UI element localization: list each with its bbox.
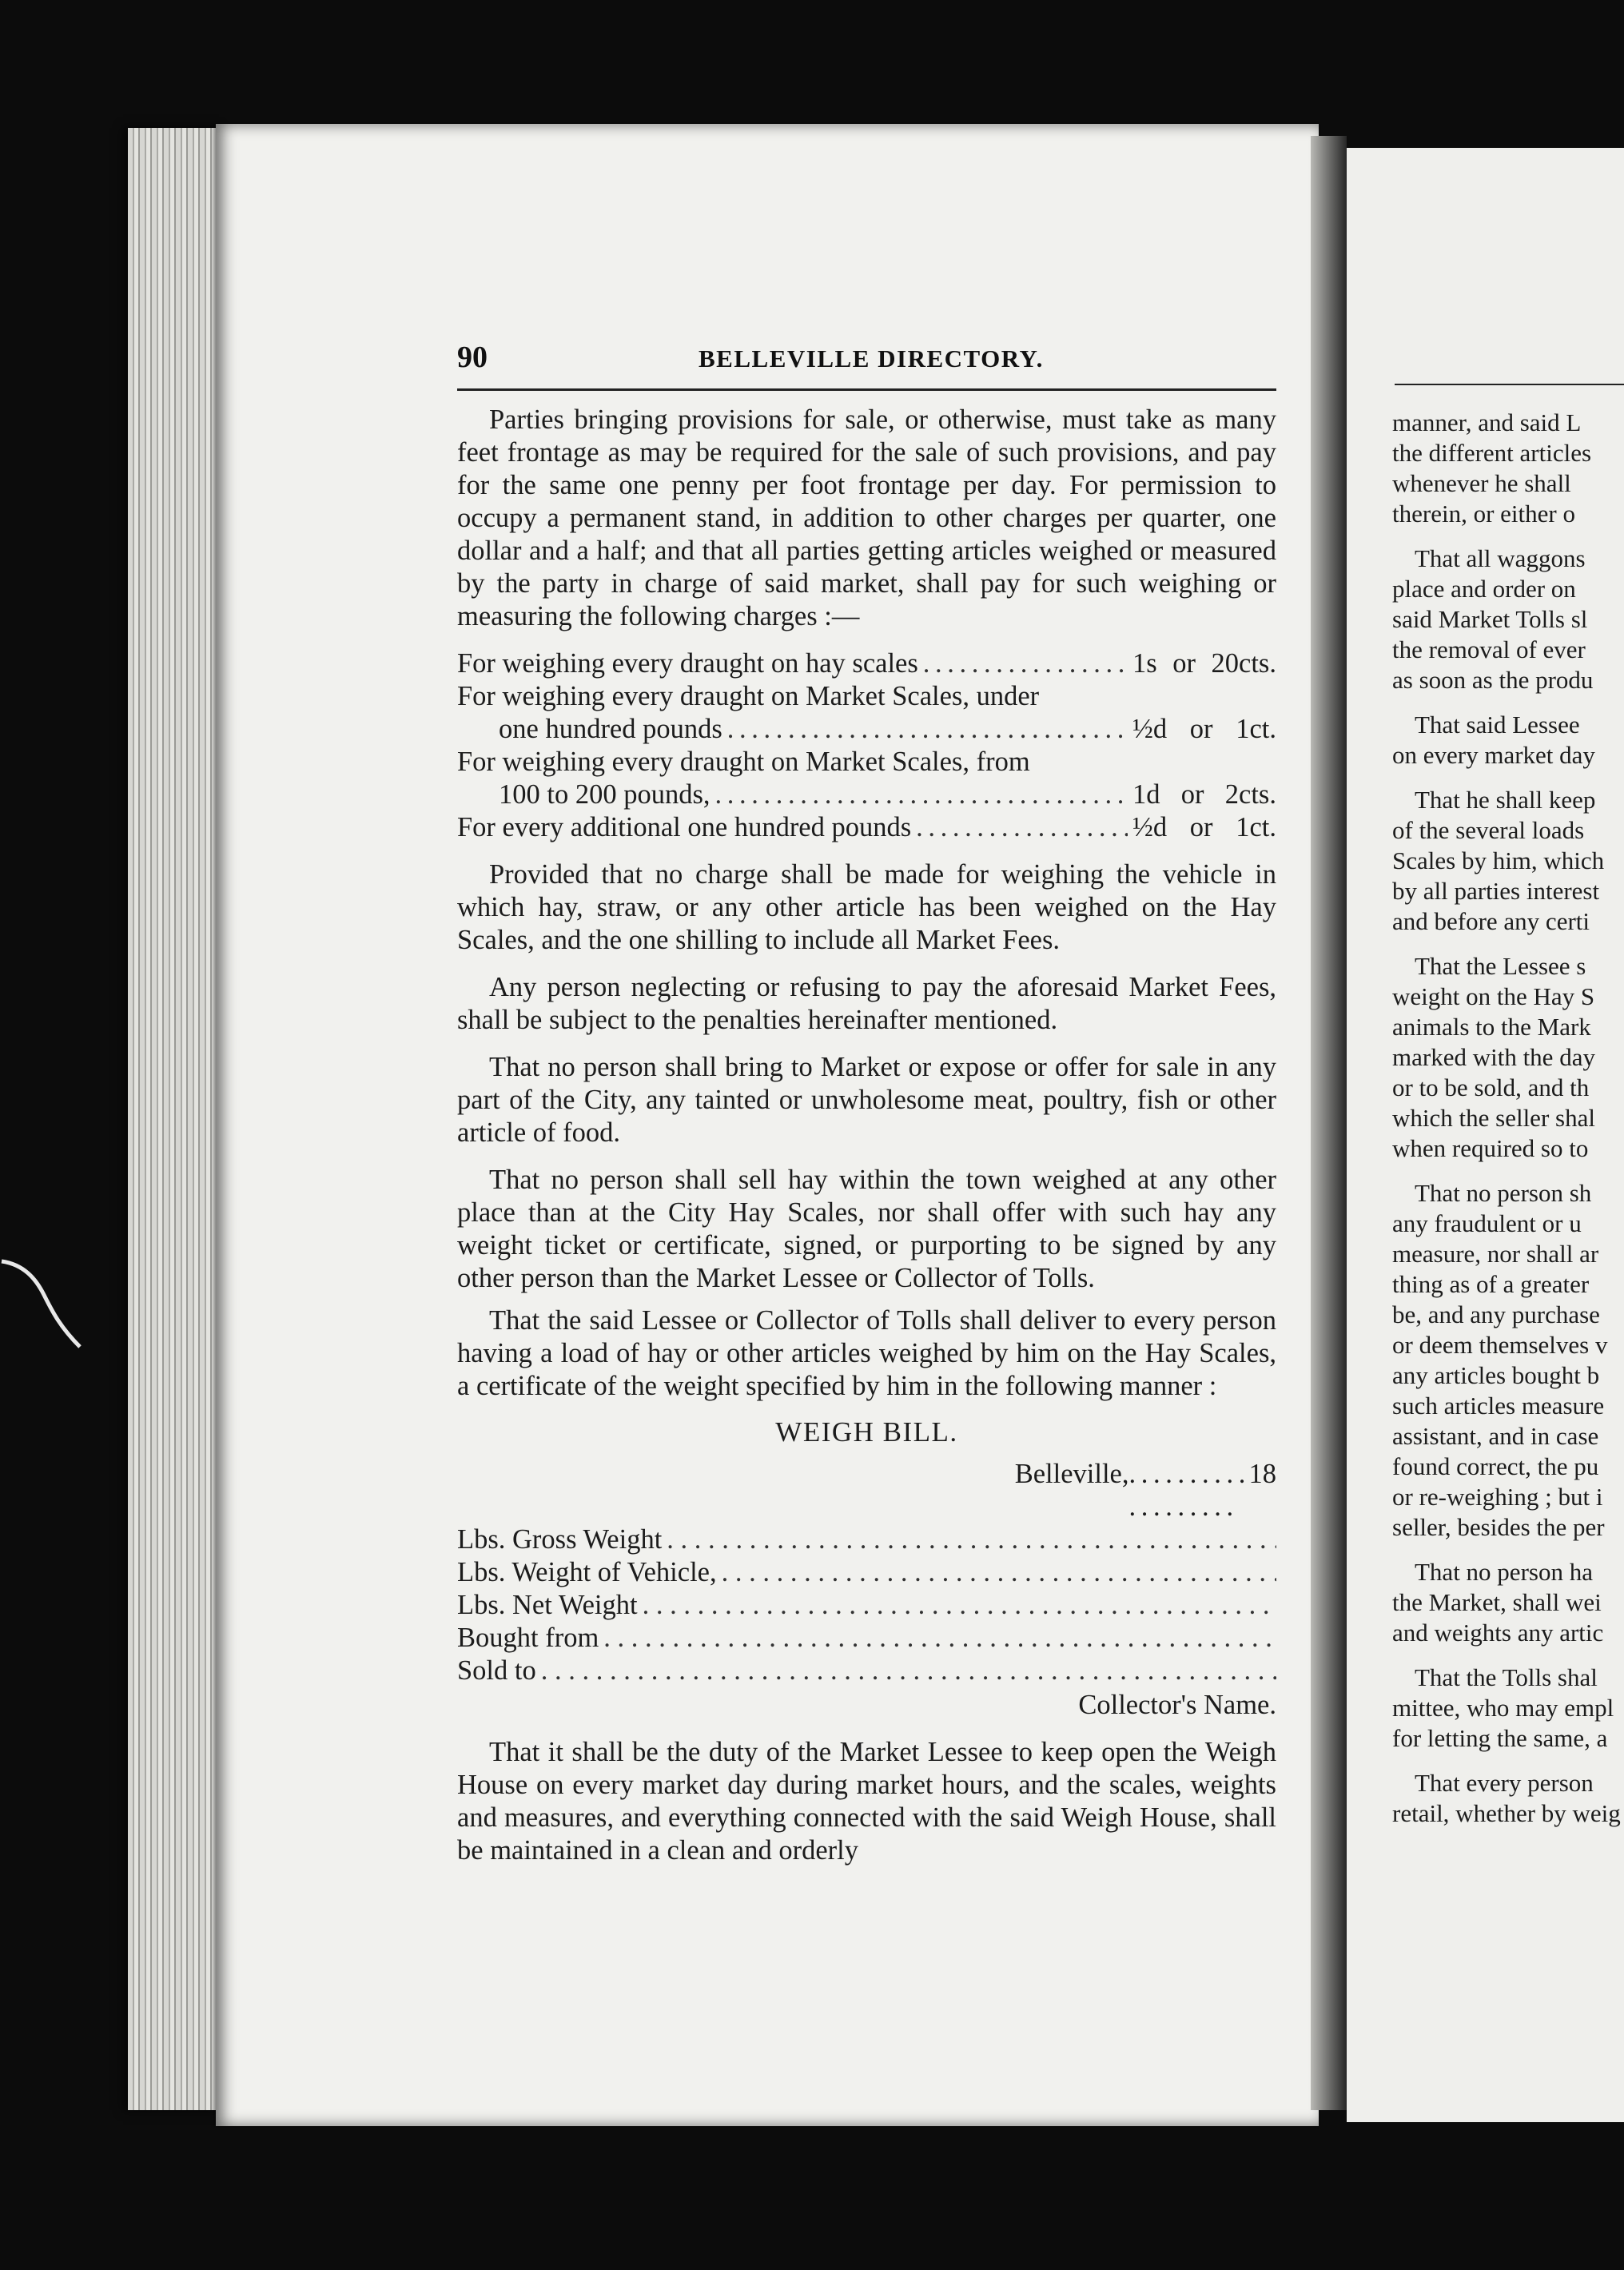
charge-amount bbox=[1132, 713, 1276, 746]
right-page-line: marked with the day bbox=[1392, 1043, 1595, 1071]
charge-continuation: 100 to 200 pounds, bbox=[499, 779, 710, 810]
dot-leader bbox=[603, 1622, 1276, 1655]
paragraph-market-frontage: Parties bringing provisions for sale, or otherwise, must take as many feet frontage as may be required for the sale of such provisions, and pay for the same one penny per foot frontage per day. For permission to occupy a permanent stand, in addition to other charges per quarter, one dollar and a half; and that all parties getting articles weighed or measured by the party in charge of said market, shall pay for such weighing or measuring the following charges :— bbox=[457, 404, 1276, 631]
charges-list bbox=[457, 647, 1276, 844]
charge-or: or bbox=[1172, 648, 1196, 679]
right-page-line: weight on the Hay S bbox=[1392, 982, 1595, 1010]
paragraph-gap bbox=[1392, 529, 1624, 544]
right-page-line: or deem themselves v bbox=[1392, 1331, 1608, 1359]
dot-leader bbox=[727, 713, 1128, 746]
page-number: 90 bbox=[457, 340, 488, 374]
page-edges bbox=[128, 128, 224, 2110]
charge-label: For weighing every draught on Market Scales, under bbox=[457, 681, 1040, 711]
dot-leader bbox=[1129, 1458, 1249, 1523]
paragraph-hay-sale: That no person shall sell hay within the town weighed at any other place than at the City Hay Scales, nor shall offer with such hay any weight ticket or certificate, signed, or purporting to be signed by any other person than the Market Lessee or Collector of Tolls. bbox=[457, 1165, 1276, 1293]
charge-continuation: one hundred pounds bbox=[499, 714, 722, 744]
right-page bbox=[1347, 148, 1624, 2122]
right-page-line: be, and any purchase bbox=[1392, 1300, 1600, 1328]
page-header bbox=[457, 340, 1276, 388]
charge-amount-b: 1ct. bbox=[1236, 714, 1276, 744]
weigh-bill-year: 18 bbox=[1248, 1459, 1276, 1489]
right-page-line: measure, nor shall ar bbox=[1392, 1240, 1599, 1268]
right-page-line: thing as of a greater bbox=[1392, 1270, 1590, 1298]
charge-amount bbox=[1132, 779, 1276, 811]
charge-label: For every additional one hundred pounds bbox=[457, 812, 912, 842]
weigh-bill-line-label: Sold to bbox=[457, 1655, 536, 1686]
right-page-line: said Market Tolls sl bbox=[1392, 605, 1588, 633]
right-page-line: the different articles bbox=[1392, 439, 1592, 467]
right-page-line: That no person ha bbox=[1415, 1558, 1593, 1586]
dot-leader bbox=[715, 779, 1128, 811]
right-page-line: of the several loads bbox=[1392, 816, 1585, 844]
paragraph-weigh-house: That it shall be the duty of the Market Lessee to keep open the Weigh House on every market day during market hours, and the scales, weights and measures, and everything connected with the said Weigh House, shall be maintained in a clean and orderly bbox=[457, 1737, 1276, 1866]
weigh-bill-line-label: Bought from bbox=[457, 1623, 599, 1653]
weigh-bill-line-label: Lbs. Net Weight bbox=[457, 1590, 638, 1620]
right-page-line: for letting the same, a bbox=[1392, 1724, 1608, 1752]
charge-amount-b: 2cts. bbox=[1224, 779, 1276, 810]
page-body bbox=[457, 404, 1276, 1882]
right-page-line: place and order on bbox=[1392, 575, 1576, 603]
right-page-line: Scales by him, which bbox=[1392, 846, 1605, 874]
weigh-bill-line-label: Lbs. Weight of Vehicle, bbox=[457, 1557, 717, 1587]
charge-row bbox=[457, 811, 1276, 844]
weigh-bill-signature: Collector's Name. bbox=[1078, 1690, 1276, 1720]
weigh-bill-line-label: Lbs. Gross Weight bbox=[457, 1524, 663, 1555]
right-page-line: and before any certi bbox=[1392, 907, 1590, 935]
right-page-line: or re-weighing ; but i bbox=[1392, 1483, 1603, 1511]
right-page-line: That he shall keep bbox=[1415, 786, 1596, 814]
right-page-line: therein, or either o bbox=[1392, 500, 1575, 528]
right-page-line: That the Lessee s bbox=[1415, 952, 1586, 980]
right-page-line: on every market day bbox=[1392, 741, 1595, 769]
charge-row-continuation bbox=[457, 779, 1276, 811]
charge-or: or bbox=[1189, 714, 1213, 744]
charge-row bbox=[457, 746, 1276, 779]
right-page-line: when required so to bbox=[1392, 1134, 1589, 1162]
charge-row-continuation bbox=[457, 713, 1276, 746]
weigh-bill-title: WEIGH BILL. bbox=[775, 1416, 958, 1448]
right-page-line: by all parties interest bbox=[1392, 877, 1600, 905]
paragraph-penalties: Any person neglecting or refusing to pay the aforesaid Market Fees, shall be subject to the penalties hereinafter mentioned. bbox=[457, 972, 1276, 1035]
right-page-rule bbox=[1395, 384, 1624, 385]
charge-amount-a: ½d bbox=[1132, 714, 1168, 744]
charge-amount bbox=[1132, 647, 1276, 680]
book-gutter bbox=[1311, 136, 1347, 2110]
dot-leader bbox=[916, 811, 1128, 844]
paragraph-gap bbox=[1392, 1543, 1624, 1557]
weigh-bill-line bbox=[457, 1655, 1276, 1687]
right-page-line: and weights any artic bbox=[1392, 1619, 1604, 1647]
right-page-line: seller, besides the per bbox=[1392, 1513, 1605, 1541]
right-page-line: That every person bbox=[1415, 1769, 1594, 1797]
right-page-line: any articles bought b bbox=[1392, 1361, 1600, 1389]
right-page-line: manner, and said L bbox=[1392, 408, 1582, 436]
weigh-bill-place bbox=[457, 1458, 1276, 1523]
charge-amount bbox=[1132, 811, 1276, 844]
right-page-line: That no person sh bbox=[1415, 1179, 1592, 1207]
right-page-line: the removal of ever bbox=[1392, 635, 1586, 663]
right-page-line: animals to the Mark bbox=[1392, 1013, 1591, 1041]
right-page-line: mittee, who may empl bbox=[1392, 1694, 1614, 1722]
charge-or: or bbox=[1180, 779, 1204, 810]
weigh-bill-line bbox=[457, 1556, 1276, 1589]
paragraph-vehicle-proviso: Provided that no charge shall be made for weighing the vehicle in which hay, straw, or any other article has been weighed on the Hay Scales, and the one shilling to include all Market Fees. bbox=[457, 859, 1276, 955]
paragraph-gap bbox=[1392, 771, 1624, 785]
charge-row bbox=[457, 647, 1276, 680]
right-page-line: as soon as the produ bbox=[1392, 666, 1594, 694]
weigh-bill-line bbox=[457, 1622, 1276, 1655]
charge-amount-a: ½d bbox=[1132, 812, 1168, 842]
right-page-line: assistant, and in case bbox=[1392, 1422, 1599, 1450]
paragraph-certificate: That the said Lessee or Collector of Tolls shall deliver to every person having a load of hay or other articles weighed by him on the Hay Scales, a certificate of the weight specified by him in the following manner : bbox=[457, 1305, 1276, 1401]
dot-leader bbox=[643, 1589, 1276, 1622]
charge-or: or bbox=[1189, 812, 1213, 842]
charge-amount-b: 20cts. bbox=[1211, 648, 1276, 679]
paragraph-unwholesome-food: That no person shall bring to Market or expose or offer for sale in any part of the City, any tainted or unwholesome meat, poultry, fish or other article of food. bbox=[457, 1052, 1276, 1148]
charge-amount-b: 1ct. bbox=[1236, 812, 1276, 842]
charge-label: For weighing every draught on Market Scales, from bbox=[457, 747, 1030, 777]
right-page-line: or to be sold, and th bbox=[1392, 1073, 1590, 1101]
charge-row bbox=[457, 680, 1276, 713]
paragraph-gap bbox=[1392, 937, 1624, 951]
dot-leader bbox=[722, 1556, 1276, 1589]
right-page-line: any fraudulent or u bbox=[1392, 1209, 1582, 1237]
running-head: BELLEVILLE DIRECTORY. bbox=[699, 344, 1044, 372]
right-page-line: the Market, shall wei bbox=[1392, 1588, 1602, 1616]
right-page-line: That the Tolls shal bbox=[1415, 1663, 1598, 1691]
stray-mark bbox=[0, 1247, 88, 1351]
right-page-line: That said Lessee bbox=[1415, 711, 1580, 739]
right-page-text bbox=[1392, 408, 1624, 1829]
paragraph-gap bbox=[1392, 1648, 1624, 1663]
right-page-line: retail, whether by weig bbox=[1392, 1799, 1621, 1827]
right-page-line: whenever he shall bbox=[1392, 469, 1571, 497]
paragraph-gap bbox=[1392, 1754, 1624, 1768]
paragraph-gap bbox=[1392, 1164, 1624, 1178]
dot-leader bbox=[923, 647, 1128, 680]
right-page-line: which the seller shal bbox=[1392, 1104, 1595, 1132]
charge-label: For weighing every draught on hay scales bbox=[457, 648, 918, 679]
charge-amount-a: 1d bbox=[1132, 779, 1160, 810]
dot-leader bbox=[541, 1655, 1276, 1687]
right-page-line: That all waggons bbox=[1415, 544, 1586, 572]
weigh-bill-line bbox=[457, 1523, 1276, 1556]
weigh-bill-line bbox=[457, 1589, 1276, 1622]
dot-leader bbox=[667, 1523, 1276, 1556]
paragraph-gap bbox=[1392, 695, 1624, 710]
right-page-line: found correct, the pu bbox=[1392, 1452, 1599, 1480]
weigh-bill-place-name: Belleville, bbox=[1014, 1459, 1129, 1489]
right-page-line: such articles measure bbox=[1392, 1392, 1605, 1420]
charge-amount-a: 1s bbox=[1132, 648, 1157, 679]
header-rule bbox=[457, 388, 1276, 391]
